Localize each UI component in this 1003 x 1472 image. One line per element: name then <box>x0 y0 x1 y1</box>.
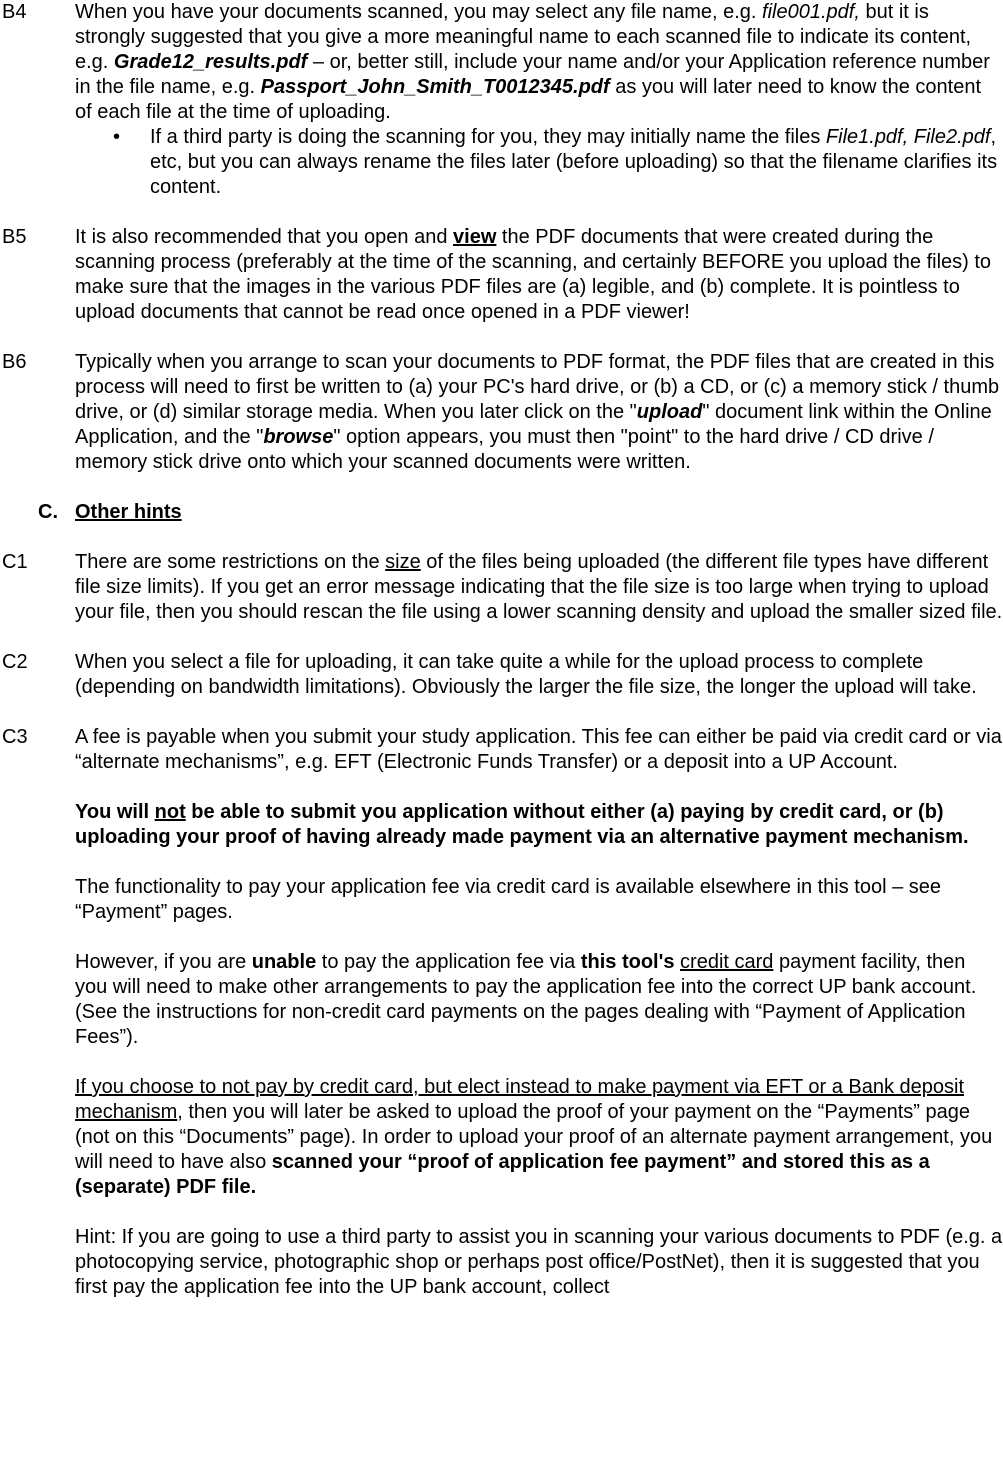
emphasis-not: not <box>154 801 186 823</box>
text-run: If a third party is doing the scanning for you, they may initially name the files <box>150 126 826 148</box>
emphasis-eft-option: If you choose to not pay by credit card, but elect instead to make payment via EFT or a Bank deposit mechanism <box>75 1076 965 1123</box>
text-run: to pay the application fee via <box>316 951 581 973</box>
text-run: There are some restrictions on the <box>75 551 386 573</box>
text-run: but it is strongly suggested that you give a more meaningful name to each scanned file to indicate its content, e.g. <box>75 1 972 73</box>
example-filename: Grade12_results.pdf <box>113 51 308 73</box>
emphasis-this-tool: this tool's <box>580 951 675 973</box>
section-title: Other hints <box>75 501 182 523</box>
text-run: , then you will later be asked to upload the proof of your payment on the “Payments” page (not on this “Documents” page). In order to upload your proof of an alternate payment arrangement, you will need to have also <box>75 1101 993 1173</box>
text-run: the PDF documents that were created during the scanning process (preferably at the time of the scanning, and certainly BEFORE you upload the files) to make sure that the images in the various PDF files are (a) legible, and (b) complete. It is pointless to upload documents that cannot be read once opened in a PDF viewer! <box>75 226 992 323</box>
paragraph-b4 <box>0 0 1003 200</box>
paragraph-c2 <box>0 650 1003 700</box>
paragraph-number: C1 <box>2 551 28 573</box>
paragraph-b5 <box>0 225 1003 325</box>
sub-paragraph <box>75 950 1003 1050</box>
emphasis-size: size <box>385 551 421 573</box>
paragraph-body <box>75 0 1003 125</box>
text-run: as you will later need to know the content of each file at the time of uploading. <box>75 76 982 123</box>
example-filename: File1.pdf, File2.pdf <box>825 126 991 148</box>
text-run: of the files being uploaded (the different file types have different file size limits). If you get an error message indicating that the file size is too large when trying to upload your file, then you should rescan the file using a lower scanning density and upload the smaller sized file. <box>75 551 1003 623</box>
paragraph-body <box>75 550 1003 625</box>
paragraph-number: B4 <box>2 1 27 23</box>
sub-paragraph-hint: Hint: If you are going to use a third party to assist you in scanning your various documents to PDF (e.g. a photocopying service, photographic shop or perhaps post office/PostNet), then it is suggested that you first pay the application fee into the UP bank account, collect <box>75 1226 1003 1298</box>
bullet-list <box>0 125 1003 200</box>
emphasis-view: view <box>453 226 497 248</box>
text-run: However, if you are <box>75 951 252 973</box>
paragraph-body <box>75 725 1003 1300</box>
emphasis-unable: unable <box>251 951 317 973</box>
text-run: " document link within the Online Application, and the " <box>75 401 992 448</box>
text-run: " option appears, you must then "point" to the hard drive / CD drive / memory stick drive onto which your scanned documents were written. <box>75 426 934 473</box>
text-run: payment facility, then you will need to make other arrangements to pay the application fee into the correct UP bank account. (See the instructions for non-credit card payments on the pages dealing with “Payment of Application Fees”). <box>75 951 977 1048</box>
paragraph-number: B6 <box>2 351 27 373</box>
sub-paragraph-warning <box>75 800 1003 850</box>
paragraph-body <box>75 350 1003 475</box>
emphasis-credit-card: credit card <box>680 951 774 973</box>
paragraph-b6 <box>0 350 1003 475</box>
text-run: Typically when you arrange to scan your documents to PDF format, the PDF files that are created in this process will need to first be written to (a) your PC's hard drive, or (b) a CD, or (c) a memory stick / thumb drive, or (d) similar storage media. When you later click on the " <box>75 351 1000 423</box>
text-run: be able to submit you application without either (a) paying by credit card, or (b) uploading your proof of having already made payment via an alternative payment mechanism. <box>75 801 969 848</box>
emphasis-upload: upload <box>636 401 703 423</box>
section-heading-c <box>0 500 1003 525</box>
paragraph-number: C2 <box>2 651 28 673</box>
paragraph-body <box>75 225 1003 325</box>
emphasis-proof-of-payment: scanned your “proof of application fee payment” and stored this as a (separate) PDF file. <box>75 1151 930 1198</box>
paragraph-body: When you select a file for uploading, it can take quite a while for the upload process to complete (depending on bandwidth limitations). Obviously the larger the file size, the longer the upload will take. <box>75 651 977 698</box>
example-filename: file001.pdf, <box>762 1 860 23</box>
bullet-icon: • <box>113 126 121 148</box>
paragraph-c3 <box>0 725 1003 1300</box>
text-run: When you have your documents scanned, you may select any file name, e.g. <box>75 1 763 23</box>
paragraph-number: B5 <box>2 226 27 248</box>
paragraph-c1 <box>0 550 1003 625</box>
list-item <box>75 125 1003 200</box>
text-run: – or, better still, include your name and/or your Application reference number in the file name, e.g. <box>75 51 990 98</box>
text-run: It is also recommended that you open and <box>75 226 454 248</box>
sub-paragraph <box>75 1075 1003 1200</box>
sub-paragraph: A fee is payable when you submit your study application. This fee can either be paid via credit card or via “alternate mechanisms”, e.g. EFT (Electronic Funds Transfer) or a deposit into a UP Account. <box>75 726 1002 773</box>
text-run: , etc, but you can always rename the files later (before uploading) so that the filename clarifies its content. <box>150 126 998 198</box>
example-filename: Passport_John_Smith_T0012345.pdf <box>260 76 610 98</box>
sub-paragraph: The functionality to pay your application fee via credit card is available elsewhere in this tool – see “Payment” pages. <box>75 876 942 923</box>
text-run: You will <box>75 801 155 823</box>
paragraph-number: C3 <box>2 726 28 748</box>
emphasis-browse: browse <box>263 426 334 448</box>
section-letter: C. <box>38 501 58 523</box>
